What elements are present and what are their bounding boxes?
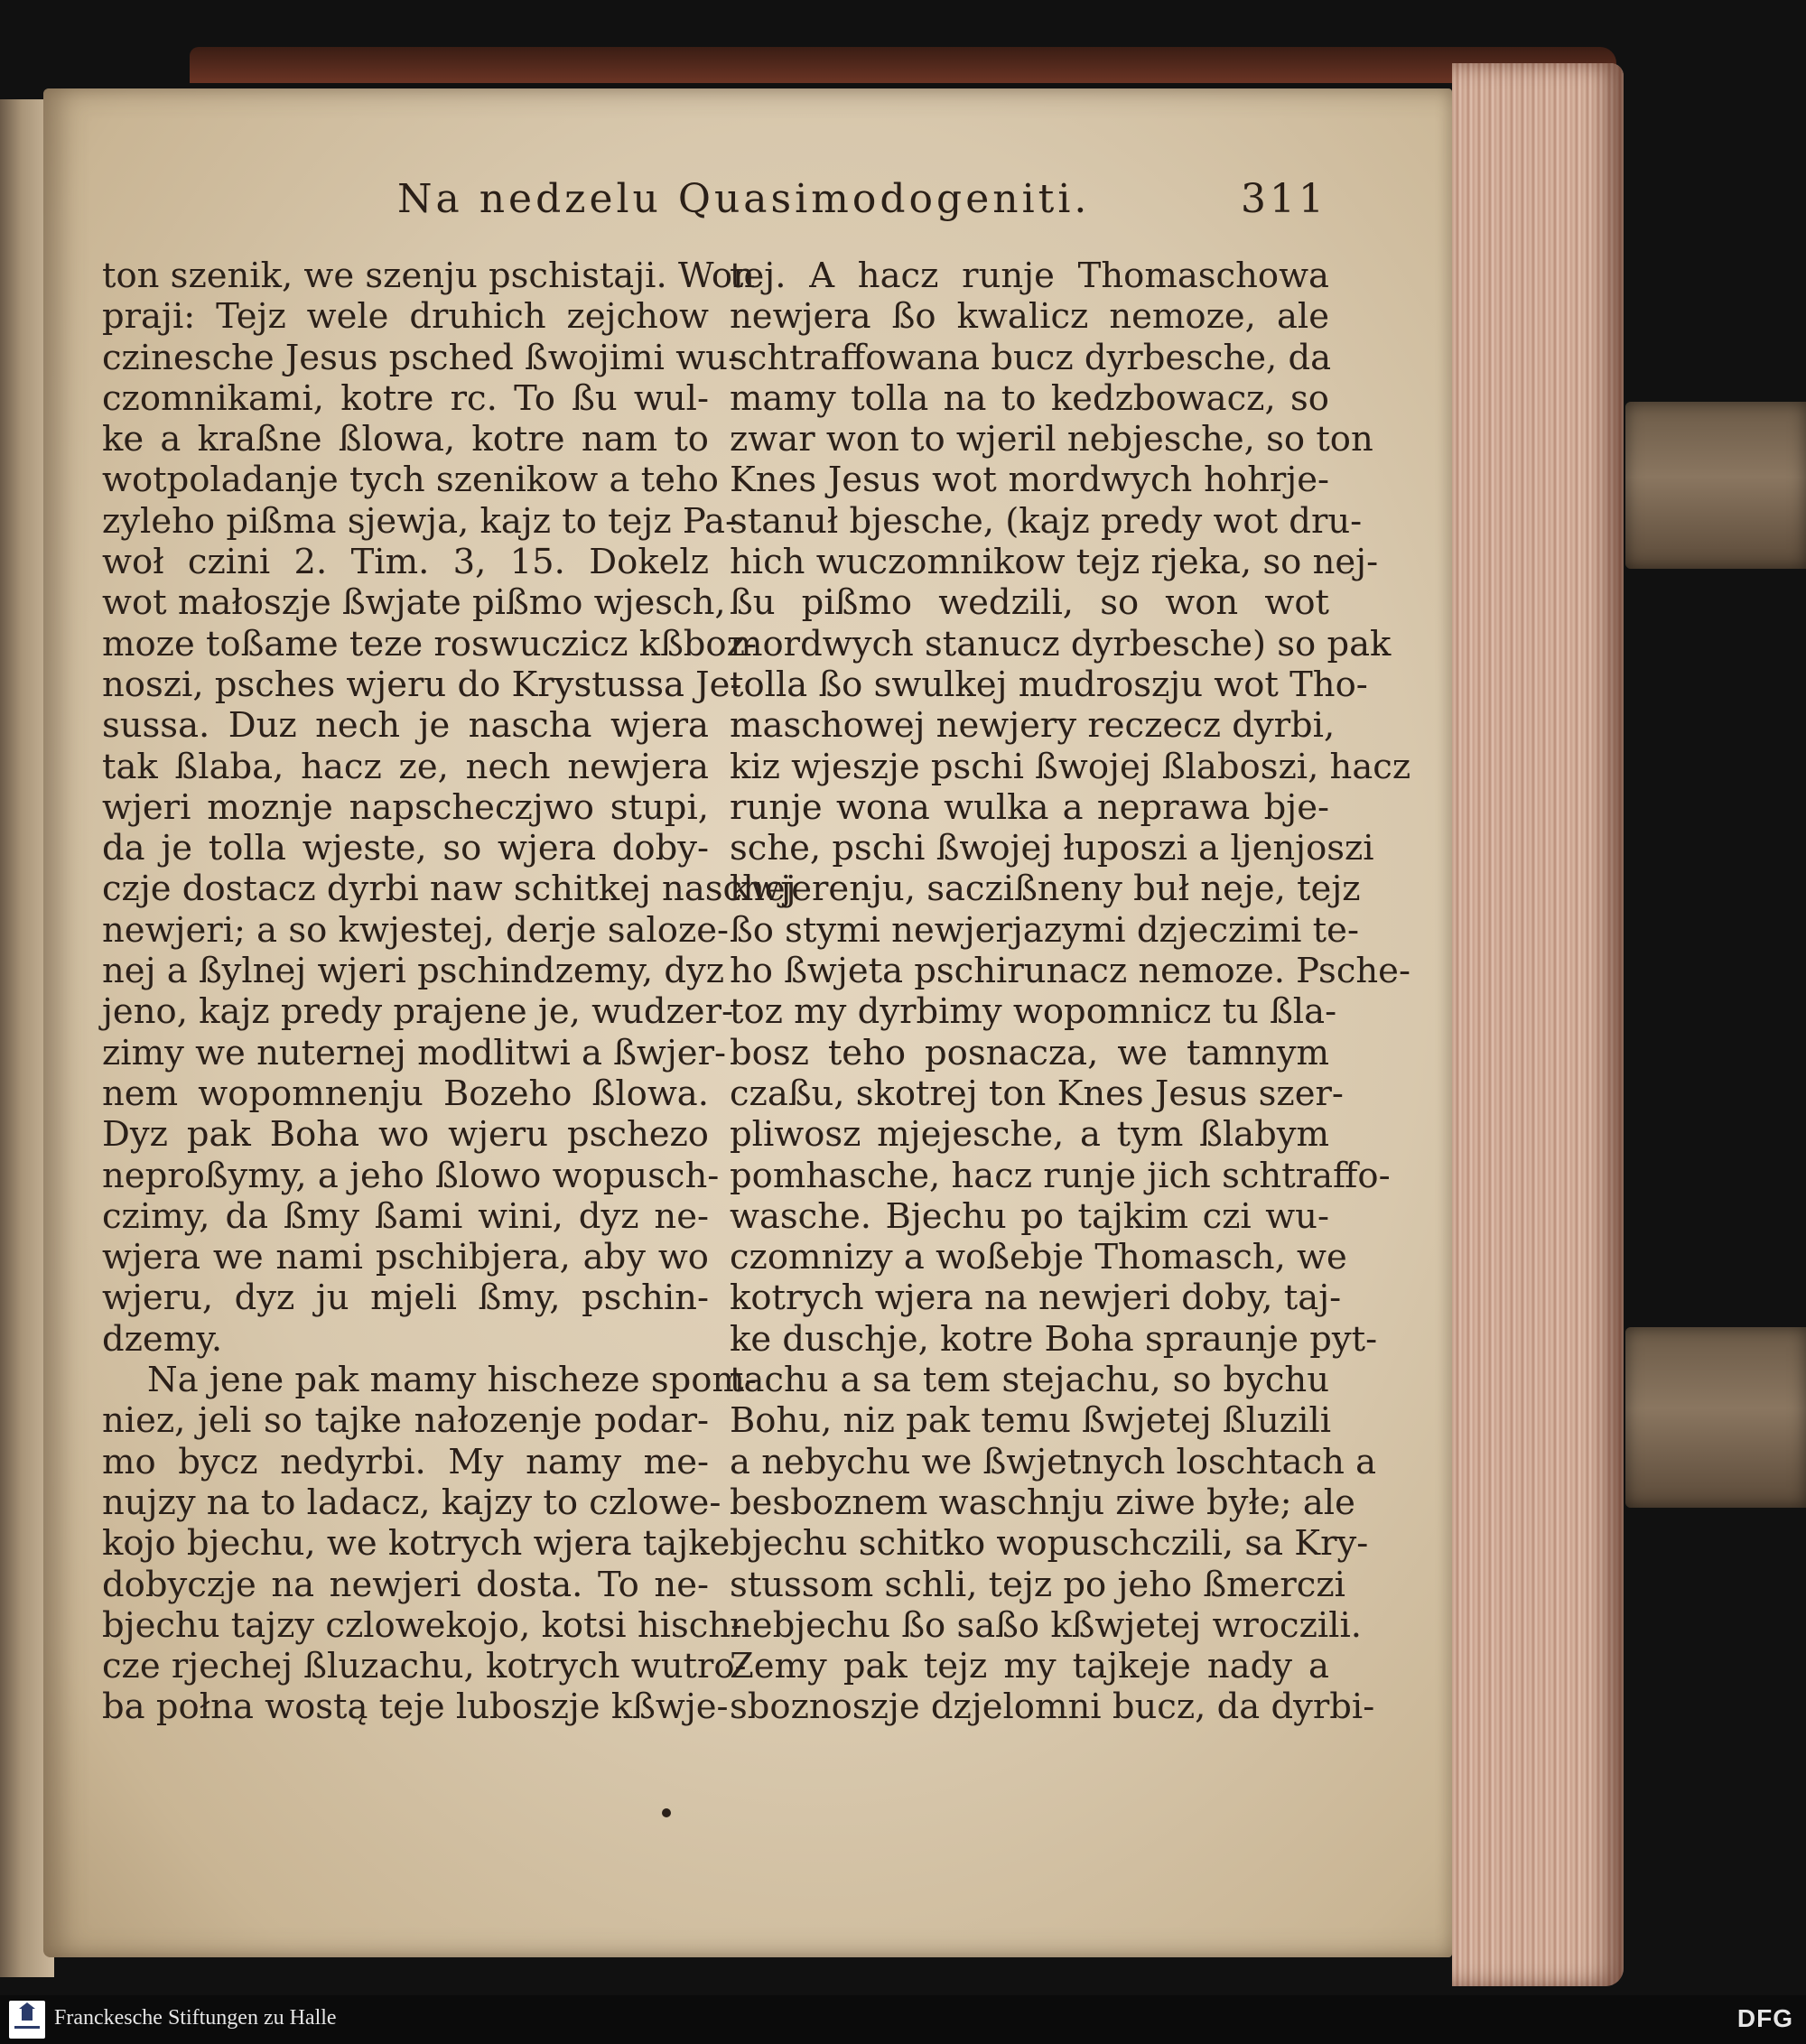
text-line: dobyczje na newjeri dosta. To ne- [102, 1564, 709, 1605]
text-line: moze toßame teze roswuczicz kßboz- [102, 623, 757, 664]
text-line: ßo stymi newjerjazymi dzjeczimi te- [730, 909, 1359, 951]
text-line: cze rjechej ßluzachu, kotrych wutro- [102, 1646, 747, 1687]
text-line: stussom schli, tejz po jeho ßmerczi [730, 1564, 1345, 1605]
text-line: ßu pißmo wedzili, so won wot [730, 582, 1329, 624]
text-line: kojo bjechu, we kotrych wjera tajke [102, 1523, 731, 1565]
institution-logo [9, 2001, 45, 2039]
text-line: wasche. Bjechu po tajkim czi wu- [730, 1195, 1329, 1237]
text-line: kwjerenju, saczißneny buł neje, tejz [730, 869, 1361, 910]
text-line: kiz wjeszje pschi ßwojej ßlaboszi, hacz [730, 746, 1411, 787]
text-line: hich wuczomnikow tejz rjeka, so nej- [730, 542, 1379, 583]
text-line: nem wopomnenju Bozeho ßlowa. [102, 1073, 709, 1114]
text-line: wjeru, dyz ju mjeli ßmy, pschin- [102, 1278, 709, 1319]
text-line: ba połna wostą teje luboszje kßwje- [102, 1686, 729, 1728]
text-line: newjera ßo kwalicz nemoze, ale [730, 296, 1329, 338]
text-line: czomnizy a woßebje Thomasch, we [730, 1237, 1347, 1278]
header-title: Na nedzelu Quasimodogeniti. [397, 176, 1091, 222]
text-line: czaßu, skotrej ton Knes Jesus szer- [730, 1073, 1344, 1114]
text-line: zyleho pißma sjewja, kajz to tejz Pa- [102, 500, 738, 542]
text-line: wot małoszje ßwjate pißmo wjesch, [102, 582, 726, 624]
text-line: sussa. Duz nech je nascha wjera [102, 705, 709, 747]
text-line: toz my dyrbimy wopomnicz tu ßla- [730, 991, 1337, 1033]
text-line: pomhasche, hacz runje jich schtraffo- [730, 1155, 1391, 1196]
book-cover-top [190, 47, 1616, 83]
running-header [397, 176, 1327, 230]
text-line: bjechu schitko wopuschczili, sa Kry- [730, 1523, 1369, 1565]
dfg-logo: DFG [1736, 2004, 1793, 2032]
text-line: Zemy pak tejz my tajkeje nady a [730, 1646, 1329, 1687]
text-line: maschowej newjery reczecz dyrbi, [730, 705, 1336, 747]
text-line: schtraffowana bucz dyrbesche, da [730, 337, 1332, 378]
text-line: mordwych stanucz dyrbesche) so pak [730, 623, 1392, 664]
viewer-footer [0, 1995, 1806, 2044]
text-line: bosz teho posnacza, we tamnym [730, 1032, 1329, 1073]
text-line: wjera we nami pschibjera, aby wo [102, 1237, 709, 1278]
text-line: tak ßlaba, hacz ze, nech newjera [102, 746, 709, 787]
text-line: sche, pschi ßwojej łuposzi a ljenjoszi [730, 828, 1374, 869]
page-number: 311 [1241, 176, 1327, 222]
text-line: mo bycz nedyrbi. My namy me- [102, 1441, 709, 1482]
book-clasp-upper [1625, 402, 1806, 569]
text-line: tolla ßo swulkej mudroszju wot Tho- [730, 664, 1368, 705]
text-line: sboznoszje dzjelomni bucz, da dyrbi- [730, 1686, 1375, 1728]
text-line: noszi, psches wjeru do Krystussa Je- [102, 664, 742, 705]
text-line: neproßymy, a jeho ßlowo wopusch- [102, 1155, 720, 1196]
page-block-edge [1452, 63, 1624, 1986]
text-line: tej. A hacz runje Thomaschowa [730, 256, 1329, 296]
text-line: nujzy na to ladacz, kajzy to czlowe- [102, 1482, 721, 1523]
text-line: wotpoladanje tych szenikow a teho [102, 460, 719, 501]
text-line: ton szenik, we szenju pschistaji. Won [102, 256, 755, 296]
text-line: runje wona wulka a neprawa bje- [730, 786, 1329, 828]
text-line: Bohu, niz pak temu ßwjetej ßluzili [730, 1400, 1332, 1442]
book-clasp-lower [1625, 1327, 1806, 1508]
text-line: pliwosz mjejesche, a tym ßlabym [730, 1114, 1329, 1156]
text-line: kotrych wjera na newjeri doby, taj- [730, 1278, 1342, 1319]
text-line: tachu a sa tem stejachu, so bychu [730, 1360, 1329, 1401]
text-line: newjeri; a so kwjestej, derje saloze- [102, 909, 730, 951]
text-line: czinesche Jesus psched ßwojimi wu- [102, 337, 740, 378]
text-line: praji: Tejz wele druhich zejchow [102, 296, 709, 338]
text-line: ke a kraßne ßlowa, kotre nam to [102, 419, 709, 460]
text-line: Knes Jesus wot mordwych hohrje- [730, 460, 1329, 501]
text-line: nej a ßylnej wjeri pschindzemy, dyz [102, 951, 724, 992]
text-line: mamy tolla na to kedzbowacz, so [730, 377, 1329, 419]
text-line: dzemy. [102, 1318, 223, 1360]
text-line: zwar won to wjeril nebjesche, so ton [730, 419, 1373, 460]
text-line: czimy, da ßmy ßami wini, dyz ne- [102, 1195, 709, 1237]
institution-name: Franckesche Stiftungen zu Halle [54, 2006, 337, 2030]
text-column-left [102, 256, 796, 1728]
text-line: niez, jeli so tajke nałozenje podar- [102, 1400, 709, 1442]
text-column-right [730, 256, 1411, 1728]
text-line: czomnikami, kotre rc. To ßu wul- [102, 377, 709, 419]
text-line: bjechu tajzy czlowekojo, kotsi hisch- [102, 1604, 743, 1646]
text-line: ke duschje, kotre Boha spraunje pyt- [730, 1318, 1378, 1360]
text-line: nebjechu ßo saßo kßwjetej wroczili. [730, 1604, 1363, 1646]
text-line: zimy we nuternej modlitwi a ßwjer- [102, 1032, 727, 1073]
text-line: a nebychu we ßwjetnych loschtach a [730, 1441, 1377, 1482]
text-line: jeno, kajz predy prajene je, wudzer- [102, 991, 733, 1033]
text-line: da je tolla wjeste, so wjera doby- [102, 828, 709, 869]
text-line: woł czini 2. Tim. 3, 15. Dokelz [102, 542, 709, 583]
printer-mark-dot [662, 1808, 671, 1817]
text-line: wjeri moznje napscheczjwo stupi, [102, 786, 709, 828]
text-line: Na jene pak mamy hischeze spom- [147, 1360, 757, 1401]
text-line: Dyz pak Boha wo wjeru pschezo [102, 1114, 709, 1156]
text-line: besboznem waschnju ziwe byłe; ale [730, 1482, 1355, 1523]
text-line: stanuł bjesche, (kajz predy wot dru- [730, 500, 1363, 542]
text-line: ho ßwjeta pschirunacz nemoze. Psche- [730, 951, 1410, 992]
text-line: czje dostacz dyrbi naw schitkej naschej [102, 869, 796, 910]
